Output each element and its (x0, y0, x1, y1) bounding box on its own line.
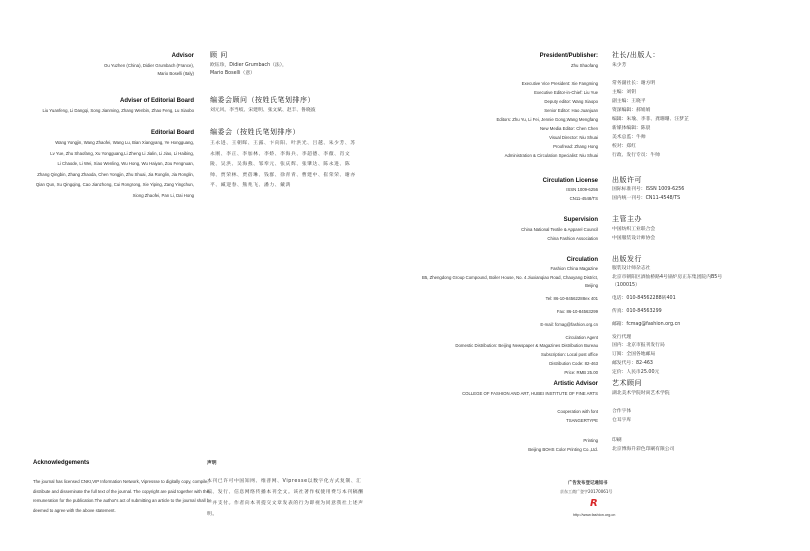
editorial-advisers-names-en: Liu Yuanfeng, Li Dangqi, Song Jianming, Zhang Wenbin, Zhao Feng, Lu Xiaobo (42, 108, 194, 113)
circulation-line: 传真：010-84563299 (612, 309, 662, 315)
circulation-line: B5, Zhengdong Group Compound, Boiler House, No. 4 Jiuxianqiao Road, Chaoyang District, (421, 274, 598, 280)
printing-name: 北京博海升彩色印刷有限公司 (612, 447, 675, 452)
font-cooperation-cn (612, 408, 631, 426)
circulation-line: Price: RMB 25.00 (564, 369, 598, 375)
staff-line: 新媒体编辑：陈晨 (612, 126, 651, 131)
publisher-label-en: President/Publisher: (539, 53, 598, 59)
supervision-line: 中国服装设计师协会 (612, 236, 656, 241)
font-label: Cooperation with font (557, 409, 598, 414)
supervision-lines-cn (612, 226, 655, 244)
staff-line: Proofread: Zhang Hong (553, 144, 598, 149)
editorial-board-line: Qian Qun, Xu Qingqing, Cao Jianzhong, Cui Rongrong, Xie Yiping, Zang Yingchun, (35, 182, 194, 188)
editorial-board-line: Wang Yongjin, Wang Zhaofei, Wang Lu, Bian Xiangyang, Ye Hongguang, (55, 140, 194, 145)
acknowledgements-title-cn: 声明 (207, 461, 217, 466)
supervision-line: 中国纺织工业联合会 (612, 227, 656, 232)
publisher-name-en: Zhu Shaofang (571, 63, 598, 68)
staff-line: Senior Editor: Hao Juanjuan (544, 108, 598, 113)
printing-label: Printing (583, 438, 598, 443)
license-lines-en (566, 186, 598, 204)
supervision-line: China Fashion Association (547, 236, 598, 241)
circulation-line: 电话：010-84562288转401 (612, 296, 676, 302)
circulation-line: Subscription: Local post office (540, 352, 598, 358)
editorial-board-line: Zhang Qingbin, Zhang Zhaoda, Chen Yongjin, Zhu Shuai, Jia Ronglin, Jia Ronglin, (37, 171, 194, 177)
website-url[interactable]: http://www.fashion.org.cn (573, 513, 616, 517)
circulation-line: （100015） (612, 283, 640, 289)
staff-line: 美术总监：牛帅 (612, 135, 646, 140)
artistic-line-cn: 湖北美术学院时尚艺术学院 (612, 391, 670, 396)
acknowledgements-line: remuneration for the publication.The author's act of submitting an article to the journal shall be (33, 498, 212, 503)
publisher-name-cn: 朱少芳 (612, 63, 627, 68)
circulation-line: E-mail: fcmag@fashion.org.cn (540, 321, 598, 327)
staff-line: 资深编辑：郝娟娟 (612, 108, 651, 113)
acknowledgements-line: distribute and disseminate the full text of the journal. The copyright are paid together with the (33, 488, 209, 494)
circulation-line: 邮箱：fcmag@fashion.org.cn (612, 321, 681, 327)
editorial-board-line: Li Chaode, Li Wei, Xiao Wenling, Wu Hong, Wu Haiyan, Zou Fengnuan, (57, 161, 194, 167)
circulation-lines-cn (612, 265, 722, 377)
circulation-line: 定价：人民币25.00元 (612, 369, 660, 375)
license-line: 国际标准刊号：ISSN 1009-6256 (612, 187, 685, 192)
staff-line: 副主编：王晓平 (612, 99, 646, 104)
advisor-names-en (104, 62, 194, 78)
license-line: 国内统一刊号：CN11-4548/TS (612, 196, 681, 201)
editorial-board-title-en: Editorial Board (150, 130, 194, 136)
circulation-line: Circulation Agent (565, 334, 598, 340)
advisor-name-line: Mario Boselli (Italy) (157, 71, 194, 76)
editorial-advisers-title-en: Adviser of Editorial Board (119, 98, 194, 104)
advisor-name-line: Mario Boselli（意） (210, 71, 255, 76)
staff-list-cn (612, 80, 689, 161)
editorial-advisers-names-cn: 刘元风、李当岐、宋建明、张文斌、赵丰、鲁晓波 (210, 108, 316, 113)
staff-line: Deputy editor: Wang Xiaopo (544, 99, 598, 104)
editorial-board-title-cn: 编委会（按姓氏笔划排序） (210, 128, 300, 136)
font-name: TSANGERTYPE (566, 418, 598, 423)
ad-permit-number: 京东工商广登字20170061号 (560, 489, 613, 494)
staff-line: 校对：郑红 (612, 144, 636, 149)
supervision-title-cn: 主管主办 (612, 215, 642, 223)
circulation-line: 服装设计师杂志社 (612, 266, 651, 271)
circulation-line: 订阅：全国各地邮局 (612, 352, 656, 358)
circulation-line: Domestic Distribution: Beijing Newspaper & Magazines Distribution Bureau (455, 343, 598, 349)
license-line: ISSN 1009-6256 (566, 187, 598, 192)
staff-line: Visual Director: Niu Shuai (549, 135, 598, 140)
printing-cn (612, 437, 674, 455)
circulation-lines-en (422, 265, 598, 377)
circulation-line: Tel: 86-10-84562288ex 401 (545, 296, 598, 302)
supervision-line: China National Textile & Apparel Council (521, 227, 598, 232)
printing-name: Beijing BOHS Color Printing Co.,Ltd. (528, 447, 598, 452)
staff-line: Editors: Zhu Yu, Li Fei, Jennie Gong,Wang Mengfang (496, 117, 598, 122)
circulation-title-en: Circulation (566, 257, 598, 263)
font-name: 仓耳字库 (612, 418, 632, 423)
circulation-line: Distribution Code: 82-463 (549, 360, 598, 366)
staff-line: Administration & Circulation Specialist: Niu Shuai (504, 153, 598, 158)
editorial-board-line: Xiong Zhaofei, Pan Li, Dai Hong (132, 192, 194, 198)
staff-line: New Media Editor: Chen Chen (539, 126, 598, 131)
printing-label: 印刷 (612, 438, 622, 443)
supervision-lines-en (521, 226, 598, 244)
advisor-title-en: Advisor (171, 53, 194, 59)
acknowledgements-body-cn: 本刊已许可中国知网、维普网、Vipresse以数字化方式复制、汇编、发行、信息网络传播本刊全文。该社著作权使用费与本刊稿酬一并支付。作者向本刊提交文章发表的行为即视为同意我社上述声明。 (207, 479, 364, 517)
advisor-title-cn: 顾 问 (210, 51, 228, 59)
circulation-line: 国内：北京市报刊发行局 (612, 343, 665, 349)
artistic-title-cn: 艺术顾问 (612, 379, 642, 387)
editorial-board-line: Lv Yue, Zhu Shaofang, Xu Yongguang,Li Zheng Li Jialin, Li Jiao, Li Haibing, (50, 150, 194, 156)
license-line: CN11-4548/TS (569, 196, 598, 201)
printing-en (528, 437, 598, 455)
editorial-advisers-title-cn: 编委会顾问（按姓氏笔划排序） (210, 96, 315, 104)
staff-line: Executive Editor-in-Chief: Liu Yue (534, 90, 598, 95)
supervision-title-en: Supervision (563, 217, 598, 223)
license-title-en: Circulation License (542, 178, 598, 184)
staff-list-en (496, 80, 598, 161)
ad-permit-title: 广告发布登记通知书 (568, 481, 608, 486)
editorial-board-names-cn: 王永进、王朝晖、王露、卞向阳、叶洪光、吕越、朱少芳、苏永刚、李正、李加林、李娇、李海兵、李超德、李薇、肖文陵、吴洪、吴海燕、邹奉元、张庆辉、张肇达、陈永进、陈帅、贾荣林、贾蓓琳、钱群、徐青青、曹建中、崔荣荣、谢亦平、臧迎春、熊兆飞、潘力、戴鸿 (210, 141, 356, 188)
artistic-title-en: Artistic Advisor (553, 381, 598, 387)
editorial-board-names-en (0, 139, 194, 203)
circulation-title-cn: 出版发行 (612, 255, 642, 263)
publisher-label-cn: 社长/出版人： (612, 51, 660, 59)
staff-line: 主编：刘钥 (612, 90, 636, 95)
circulation-line: Fashion China Magazine (550, 266, 598, 271)
staff-line: 行政、发行专员：牛帅 (612, 153, 660, 158)
circulation-line: 发行代理 (612, 334, 632, 340)
staff-line: 常务副社长：谢方明 (612, 81, 656, 86)
acknowledgements-line: The journal has licensed CNKI,VIP Information Network, Vipressse to digitally copy, compile, (33, 479, 209, 484)
circulation-line: 北京市朝阳区酒仙桥路4号锅炉房正东集团院内B5号 (612, 274, 723, 280)
publisher-logo-icon: R (590, 498, 598, 509)
license-lines-cn (612, 186, 684, 204)
advisor-names-cn (210, 62, 287, 78)
acknowledgements-title-en: Acknowledgements (33, 460, 90, 466)
advisor-name-line: 欧钰珍，Didier Grumbach（法）， (210, 63, 287, 68)
license-title-cn: 出版许可 (612, 176, 642, 184)
font-label: 合作字体 (612, 409, 632, 414)
advisor-name-line: Ou Yuzhen (China), Didier Grumbach (France), (104, 63, 194, 68)
staff-line: Executive Vice President: Xie Fangming (521, 81, 598, 86)
staff-line: 编辑：朱瑜、李菲、龚珊珊、汪梦芷 (612, 117, 689, 122)
acknowledgements-body-en (33, 478, 212, 516)
acknowledgements-line: deemed to agree with the above statement. (33, 507, 116, 513)
circulation-line: Fax: 86-10-84563299 (556, 309, 598, 315)
artistic-line-en: COLLEGE OF FASHION AND ART, HUBEI INSTITUTE OF FINE ARTS (462, 391, 598, 396)
font-cooperation-en (557, 408, 598, 426)
circulation-line: 邮发代号：82-463 (612, 360, 653, 366)
circulation-line: Beijing (585, 283, 598, 289)
